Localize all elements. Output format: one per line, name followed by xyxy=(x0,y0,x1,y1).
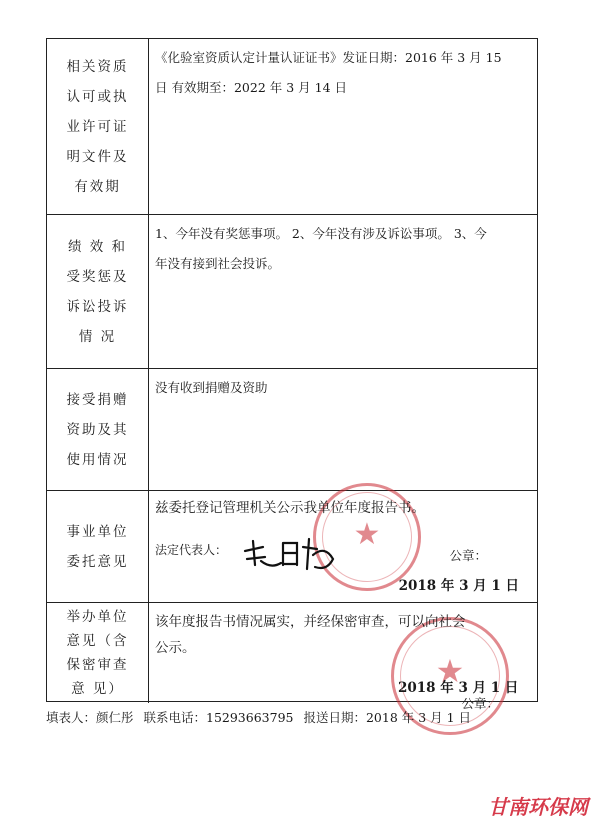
row-label xyxy=(47,39,149,214)
content-line: 1、今年没有奖惩事项。 2、今年没有涉及诉讼事项。 3、今 xyxy=(155,226,487,241)
report-footer xyxy=(46,708,477,726)
content-line: 没有收到捐赠及资助 xyxy=(155,380,268,395)
row-content xyxy=(155,491,529,602)
label-line: 诉讼投诉 xyxy=(66,298,129,315)
label-line: 有效期 xyxy=(74,178,121,195)
label-line: 举办单位 xyxy=(66,609,129,625)
row-content xyxy=(155,369,529,494)
label-line: 受奖惩及 xyxy=(66,268,129,285)
seal-label: 公章： xyxy=(449,548,487,563)
site-watermark: 甘南环保网 xyxy=(488,795,588,819)
content-line: 年没有接到社会投诉。 xyxy=(155,256,281,271)
sponsor-date: 2018 年 3 月 1 日 xyxy=(398,680,519,696)
entrust-date: 2018 年 3 月 1 日 xyxy=(398,578,519,594)
sponsor-seal-icon: ★ xyxy=(391,617,509,735)
legal-rep-label: 法定代表人： xyxy=(155,543,228,557)
row-label xyxy=(47,603,149,703)
row-label xyxy=(47,491,149,602)
label-line: 相关资质 xyxy=(66,58,129,75)
label-line: 业许可证 xyxy=(66,118,129,135)
submit-date: 报送日期：2018 年 3 月 1 日 xyxy=(303,710,472,725)
row-donations xyxy=(47,369,537,491)
signature-icon xyxy=(241,535,341,575)
row-label xyxy=(47,215,149,368)
label-line: 意 见） xyxy=(71,681,124,697)
row-qualification xyxy=(47,39,537,215)
label-line: 接受捐赠 xyxy=(66,391,129,408)
seal-label: 公章： xyxy=(461,696,499,711)
row-entrust xyxy=(47,491,537,603)
label-line: 使用情况 xyxy=(66,451,129,468)
label-line: 事业单位 xyxy=(66,523,129,540)
content-line: 日 有效期至：2022 年 3 月 14 日 xyxy=(155,80,348,95)
row-content xyxy=(155,39,529,218)
label-line: 意见（含 xyxy=(66,633,129,649)
entrust-statement: 兹委托登记管理机关公示我单位年度报告书。 xyxy=(155,500,425,516)
sponsor-statement: 该年度报告书情况属实，并经保密审查，可以向社会 xyxy=(155,614,466,630)
official-seal-icon: ★ xyxy=(313,483,421,591)
filler-name: 填表人：颜仁彤 xyxy=(46,710,134,725)
label-line: 情 况 xyxy=(78,328,117,345)
content-line: 《化验室资质认定计量认证证书》发证日期：2016 年 3 月 15 xyxy=(155,50,502,65)
sponsor-statement-cont: 公示。 xyxy=(155,640,196,656)
report-table xyxy=(46,38,538,711)
label-line: 资助及其 xyxy=(66,421,129,438)
label-line: 明文件及 xyxy=(66,148,129,165)
contact-phone: 联系电话：15293663795 xyxy=(143,710,294,725)
row-label xyxy=(47,369,149,490)
label-line: 绩 效 和 xyxy=(67,238,128,255)
row-content xyxy=(155,215,529,372)
label-line: 认可或执 xyxy=(66,88,129,105)
label-line: 保密审查 xyxy=(66,657,129,673)
label-line: 委托意见 xyxy=(66,553,129,570)
row-performance xyxy=(47,215,537,369)
